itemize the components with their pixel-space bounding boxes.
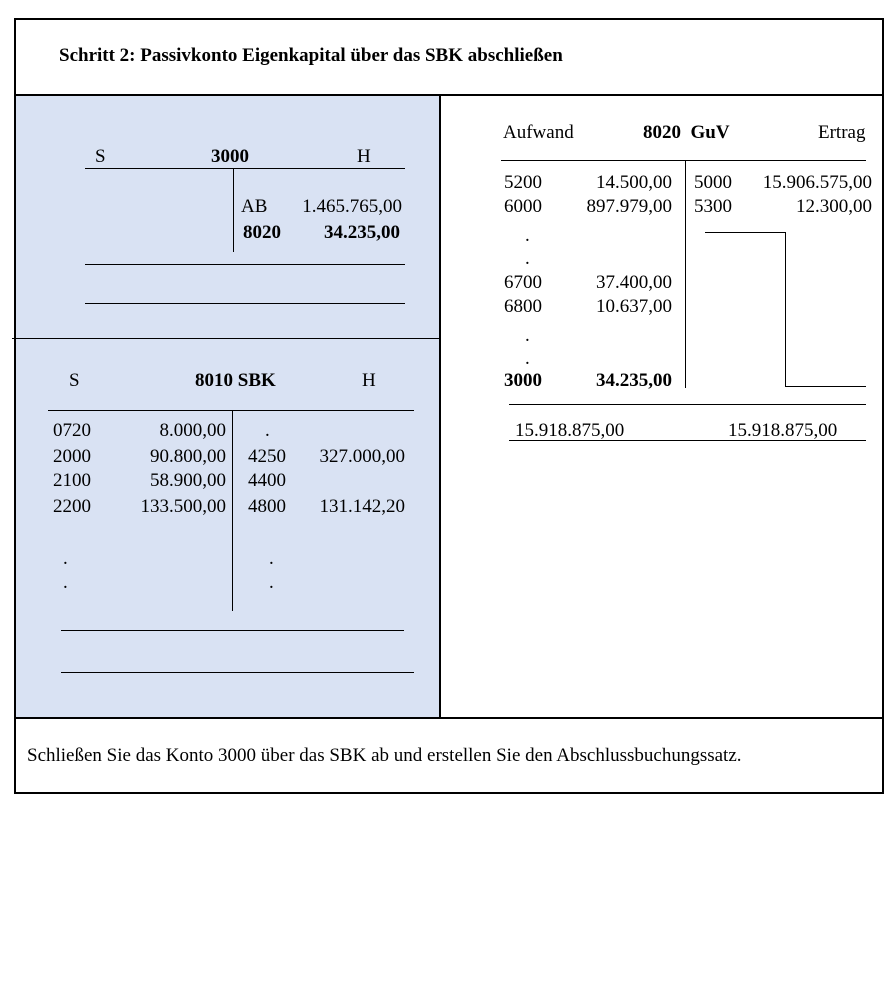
soll-ellipsis: . [525, 325, 530, 346]
haben-entry-betrag: 131.142,20 [319, 496, 405, 517]
haben-ellipsis: . [269, 572, 274, 593]
haben-entry-betrag: 1.465.765,00 [302, 196, 402, 217]
soll-entry-betrag: 10.637,00 [596, 296, 672, 317]
page-title: Schritt 2: Passivkonto Eigenkapital über das SBK abschließen [59, 45, 563, 66]
total-line [509, 440, 866, 441]
soll-ellipsis: . [525, 248, 530, 269]
haben-entry-konto: 5300 [694, 196, 732, 217]
soll-entry-konto: 2000 [53, 446, 91, 467]
header-divider [14, 94, 884, 96]
sum-line [85, 264, 405, 265]
ertrag-label: Ertrag [818, 122, 866, 143]
soll-entry-betrag: 34.235,00 [596, 370, 672, 391]
haben-label: H [362, 370, 376, 391]
soll-entry-konto: 0720 [53, 420, 91, 441]
soll-entry-konto: 3000 [504, 370, 542, 391]
panel-divider [439, 95, 441, 718]
balancing-line-vertical [785, 232, 786, 386]
haben-entry-konto: 5000 [694, 172, 732, 193]
soll-label: S [95, 146, 106, 167]
soll-entry-betrag: 8.000,00 [159, 420, 226, 441]
soll-entry-betrag: 37.400,00 [596, 272, 672, 293]
account-title: 3000 [211, 146, 249, 167]
soll-entry-konto: 2200 [53, 496, 91, 517]
soll-entry-betrag: 58.900,00 [150, 470, 226, 491]
soll-ellipsis: . [63, 572, 68, 593]
balancing-line-top [705, 232, 785, 233]
account-center-line [232, 410, 233, 611]
account-top-line [501, 160, 866, 161]
balancing-line-bottom [785, 386, 866, 387]
soll-label: S [69, 370, 80, 391]
left-panel-separator [12, 338, 439, 339]
total-line [85, 303, 405, 304]
haben-entry-konto: 4800 [248, 496, 286, 517]
soll-entry-konto: 6000 [504, 196, 542, 217]
sum-haben: 15.918.875,00 [728, 420, 838, 441]
sum-soll: 15.918.875,00 [515, 420, 625, 441]
soll-entry-konto: 6800 [504, 296, 542, 317]
soll-entry-betrag: 14.500,00 [596, 172, 672, 193]
account-top-line [48, 410, 414, 411]
haben-entry-konto: 4250 [248, 446, 286, 467]
footer-divider [14, 717, 884, 719]
soll-entry-betrag: 133.500,00 [140, 496, 226, 517]
soll-ellipsis: . [525, 225, 530, 246]
task-frame [14, 18, 884, 794]
sum-line [509, 404, 866, 405]
haben-entry-konto: 8020 [243, 222, 281, 243]
haben-entry-betrag: 34.235,00 [324, 222, 400, 243]
account-center-line [233, 168, 234, 252]
soll-entry-betrag: 897.979,00 [586, 196, 672, 217]
sum-line [61, 630, 404, 631]
total-line [61, 672, 414, 673]
haben-entry-konto: AB [241, 196, 268, 217]
haben-ellipsis: . [265, 420, 270, 441]
soll-entry-betrag: 90.800,00 [150, 446, 226, 467]
account-center-line [685, 160, 686, 388]
account-title: 8010 SBK [195, 370, 276, 391]
soll-entry-konto: 2100 [53, 470, 91, 491]
task-instruction: Schließen Sie das Konto 3000 über das SBK ab und erstellen Sie den Abschlussbuchungssatz. [27, 745, 742, 766]
haben-entry-betrag: 12.300,00 [796, 196, 872, 217]
haben-entry-betrag: 327.000,00 [319, 446, 405, 467]
haben-entry-konto: 4400 [248, 470, 286, 491]
aufwand-label: Aufwand [503, 122, 574, 143]
soll-entry-konto: 6700 [504, 272, 542, 293]
haben-label: H [357, 146, 371, 167]
account-title: 8020 GuV [643, 122, 730, 143]
soll-entry-konto: 5200 [504, 172, 542, 193]
soll-ellipsis: . [63, 548, 68, 569]
haben-entry-betrag: 15.906.575,00 [762, 172, 872, 193]
haben-ellipsis: . [269, 548, 274, 569]
account-top-line [85, 168, 405, 169]
soll-ellipsis: . [525, 348, 530, 369]
